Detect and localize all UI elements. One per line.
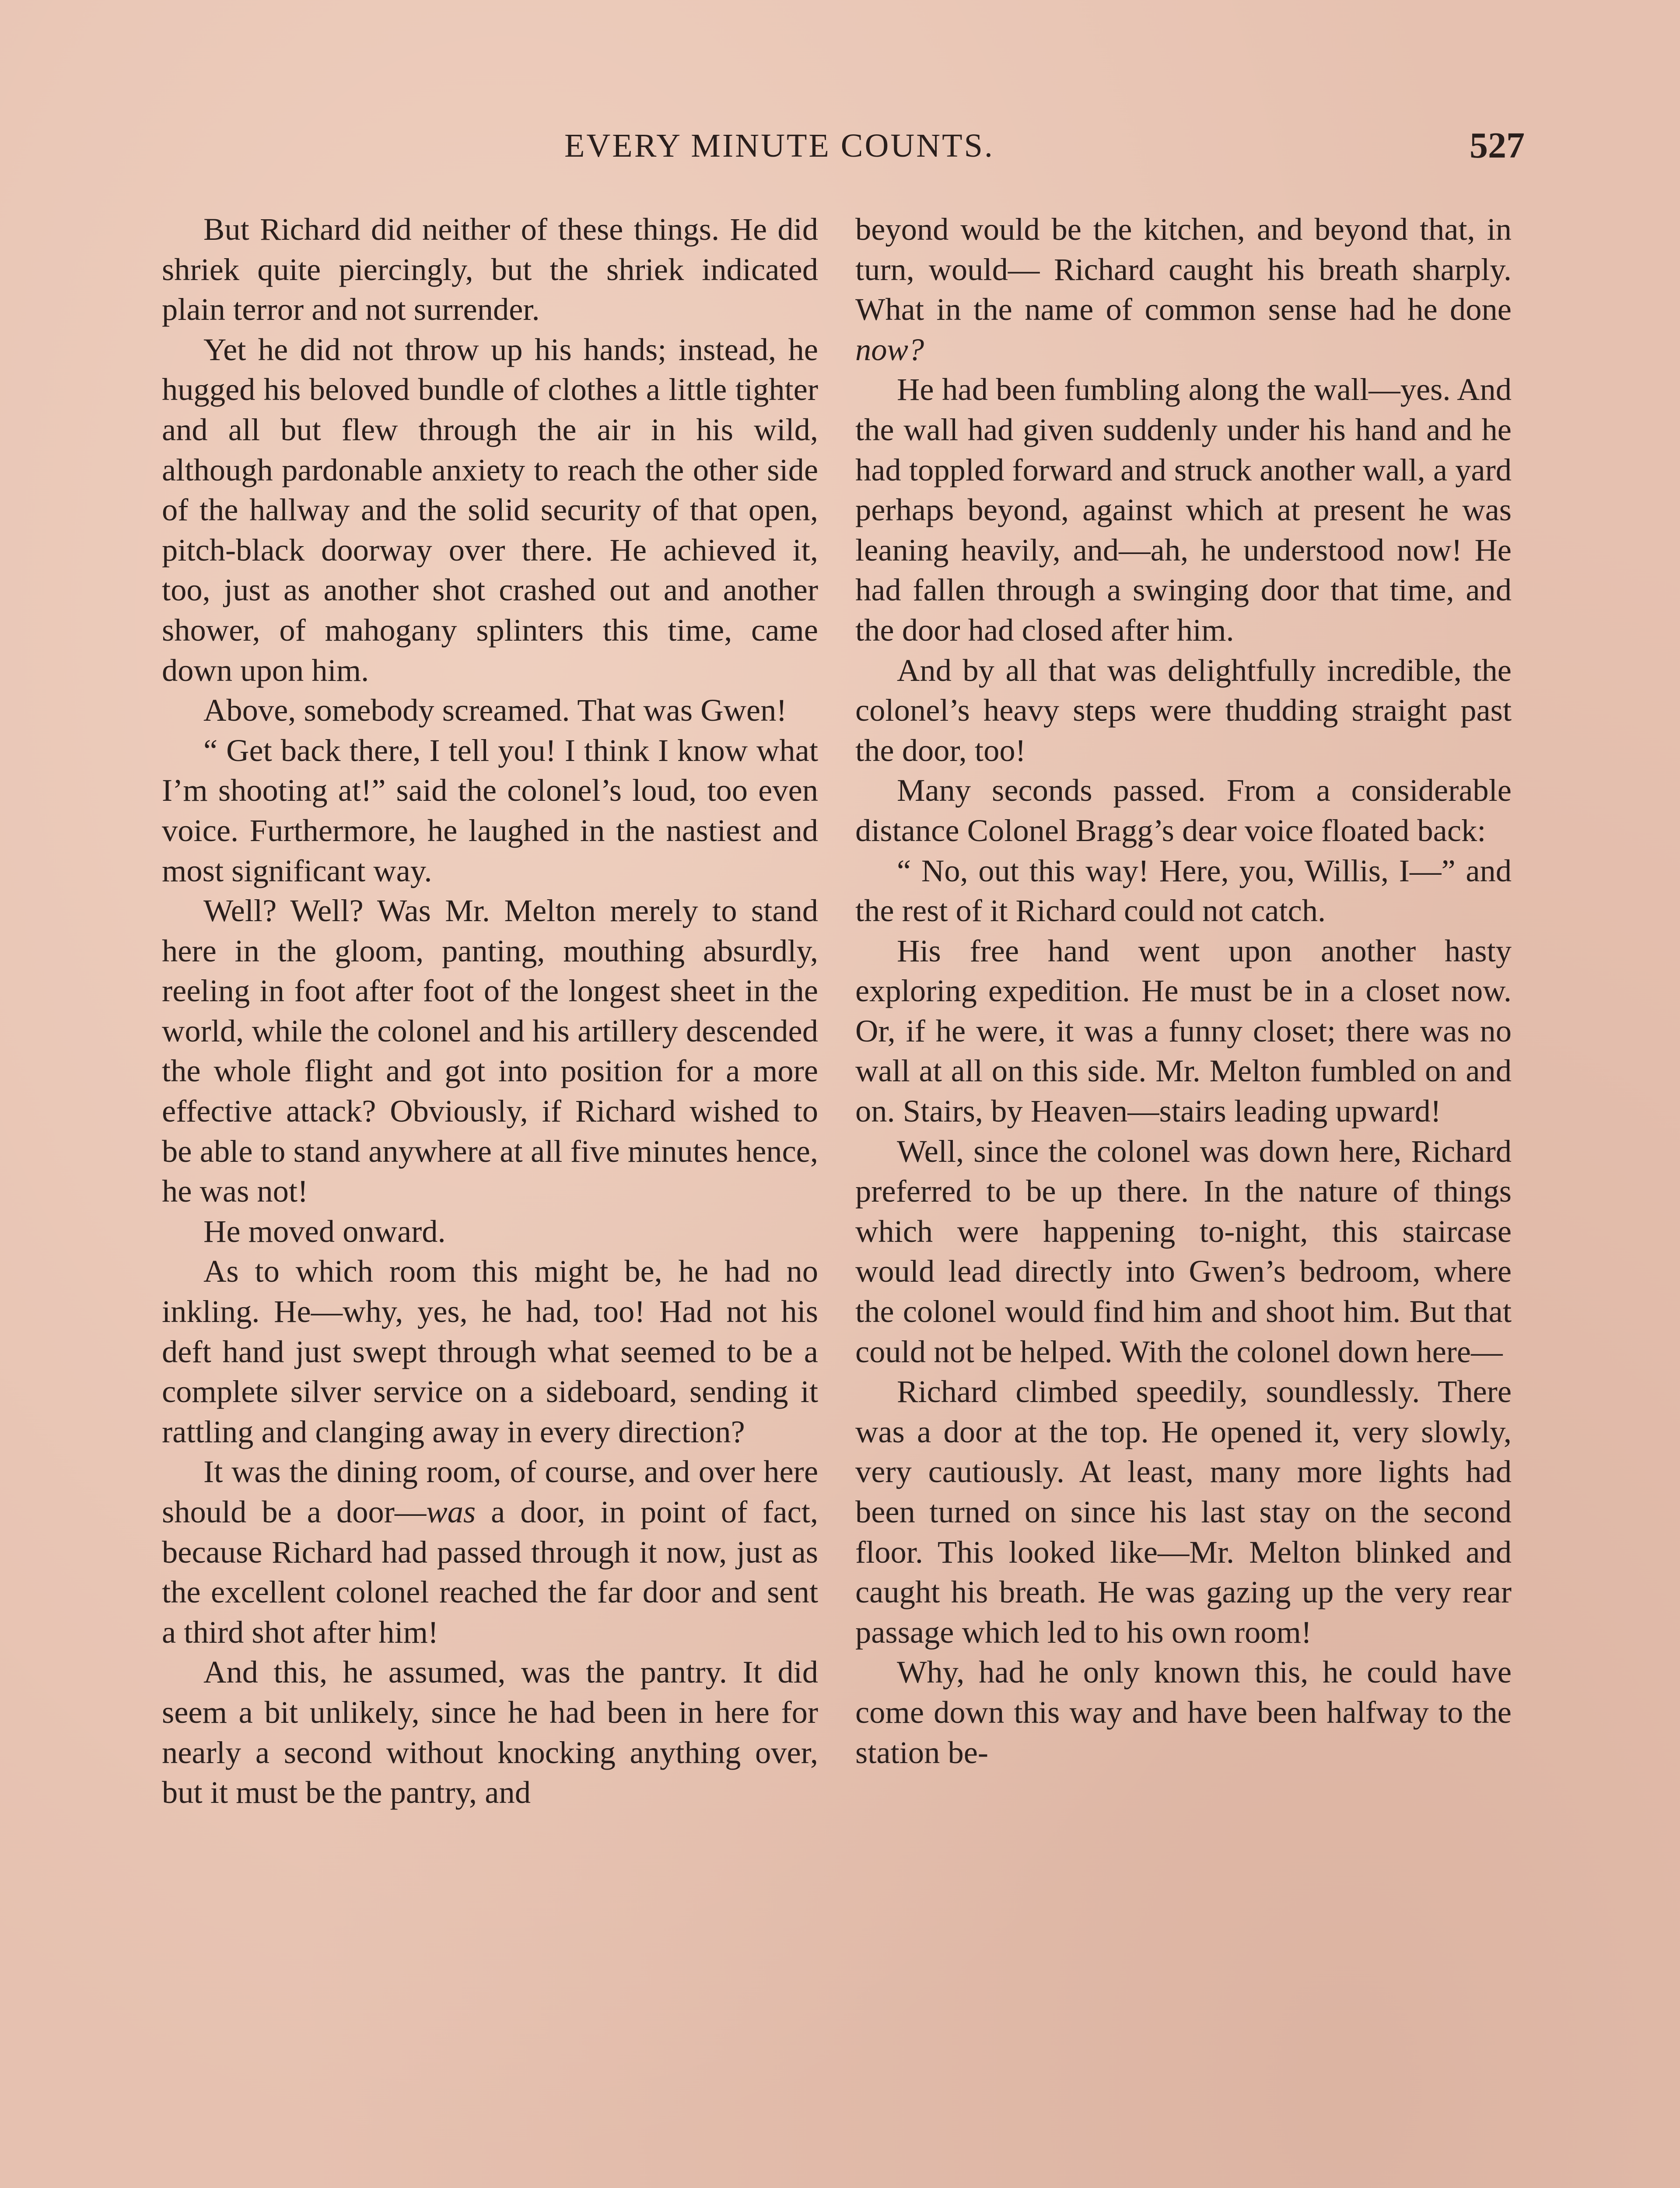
paragraph-text: beyond would be the kitchen, and beyond that, in turn, would— Richard caught his breath sharply. What in the name of common sense had he done bbox=[855, 211, 1512, 327]
paragraph: As to which room this might be, he had no inkling. He—why, yes, he had, too! Had not his deft hand just swept through what seemed to be a complete silver service on a sideboard, sending it rattling and clanging away in every direction? bbox=[162, 1253, 818, 1449]
paragraph: But Richard did neither of these things. He did shriek quite piercingly, but the shriek indicated plain terror and not surrender. bbox=[162, 211, 818, 327]
paragraph: He had been fumbling along the wall—yes. And the wall had given suddenly under his hand and he had toppled forward and struck another wall, a yard perhaps beyond, against which at present he was leaning heavily, and—ah, he understood now! He had fallen through a swinging door that time, and the door had closed after him. bbox=[855, 372, 1512, 648]
paragraph: His free hand went upon another hasty exploring expedition. He must be in a closet now. Or, if he were, it was a funny closet; there was no wall at all on this side. Mr. Melton fumbled on and on. Stairs, by Heaven—stairs leading upward! bbox=[855, 933, 1512, 1129]
page-number: 527 bbox=[1470, 125, 1525, 166]
paragraph: “ No, out this way! Here, you, Willis, I—” and the rest of it Richard could not catch. bbox=[855, 852, 1512, 929]
paragraph-text: a door, in point of fact, because Richard had passed through it now, just as the excellent colonel reached the far door and sent a third shot after him! bbox=[162, 1494, 819, 1650]
paragraph: Well? Well? Was Mr. Melton merely to stand here in the gloom, panting, mouthing absurdly, reeling in foot after foot of the longest sheet in the world, while the colonel and his artillery descended the whole flight and got into position for a more effective attack? Obviously, if Richard wished to be able to stand anywhere at all five minutes hence, he was not! bbox=[162, 893, 818, 1209]
paragraph: “ Get back there, I tell you! I think I know what I’m shooting at!” said the colonel’s loud, too even voice. Furthermore, he laughed in the nastiest and most significant way. bbox=[162, 732, 818, 888]
paragraph bbox=[162, 1452, 818, 1652]
paragraph: Why, had he only known this, he could have come down this way and have been halfway to the station be- bbox=[855, 1654, 1512, 1770]
emphasis: was bbox=[426, 1494, 476, 1529]
paragraph-text: It was the dining room, of course, and over here should be a door— bbox=[162, 1454, 818, 1529]
paragraph: Above, somebody screamed. That was Gwen! bbox=[203, 692, 787, 728]
paragraph: Richard climbed speedily, soundlessly. There was a door at the top. He opened it, very slowly, very cautiously. At least, many more lights had been turned on since his last stay on the second floor. This looked like—Mr. Melton blinked and caught his breath. He was gazing up the very rear passage which led to his own room! bbox=[855, 1374, 1512, 1650]
text-column-left bbox=[162, 209, 818, 1813]
paragraph: Many seconds passed. From a considerable distance Colonel Bragg’s dear voice floated back: bbox=[855, 772, 1512, 848]
emphasis: now? bbox=[855, 331, 924, 367]
paragraph: Yet he did not throw up his hands; instead, he hugged his beloved bundle of clothes a little tighter and all but flew through the air in his wild, although pardonable anxiety to reach the other side of the hallway and the solid security of that open, pitch-black doorway over there. He achieved it, too, just as another shot crashed out and another shower, of mahogany splinters this time, came down upon him. bbox=[162, 331, 818, 688]
running-title: EVERY MINUTE COUNTS. bbox=[564, 127, 994, 164]
paragraph: And by all that was delightfully incredible, the colonel’s heavy steps were thudding straight past the door, too! bbox=[855, 652, 1512, 768]
paragraph: And this, he assumed, was the pantry. It did seem a bit unlikely, since he had been in here for nearly a second without knocking anything over, but it must be the pantry, and bbox=[162, 1654, 818, 1810]
paragraph: He moved onward. bbox=[203, 1213, 446, 1249]
paragraph bbox=[855, 209, 1512, 369]
paragraph: Well, since the colonel was down here, Richard preferred to be up there. In the nature of things which were happening to-night, this staircase would lead directly into Gwen’s bedroom, where the colonel would find him and shoot him. But that could not be helped. With the colonel down here— bbox=[855, 1133, 1512, 1369]
text-column-right bbox=[855, 209, 1512, 1772]
